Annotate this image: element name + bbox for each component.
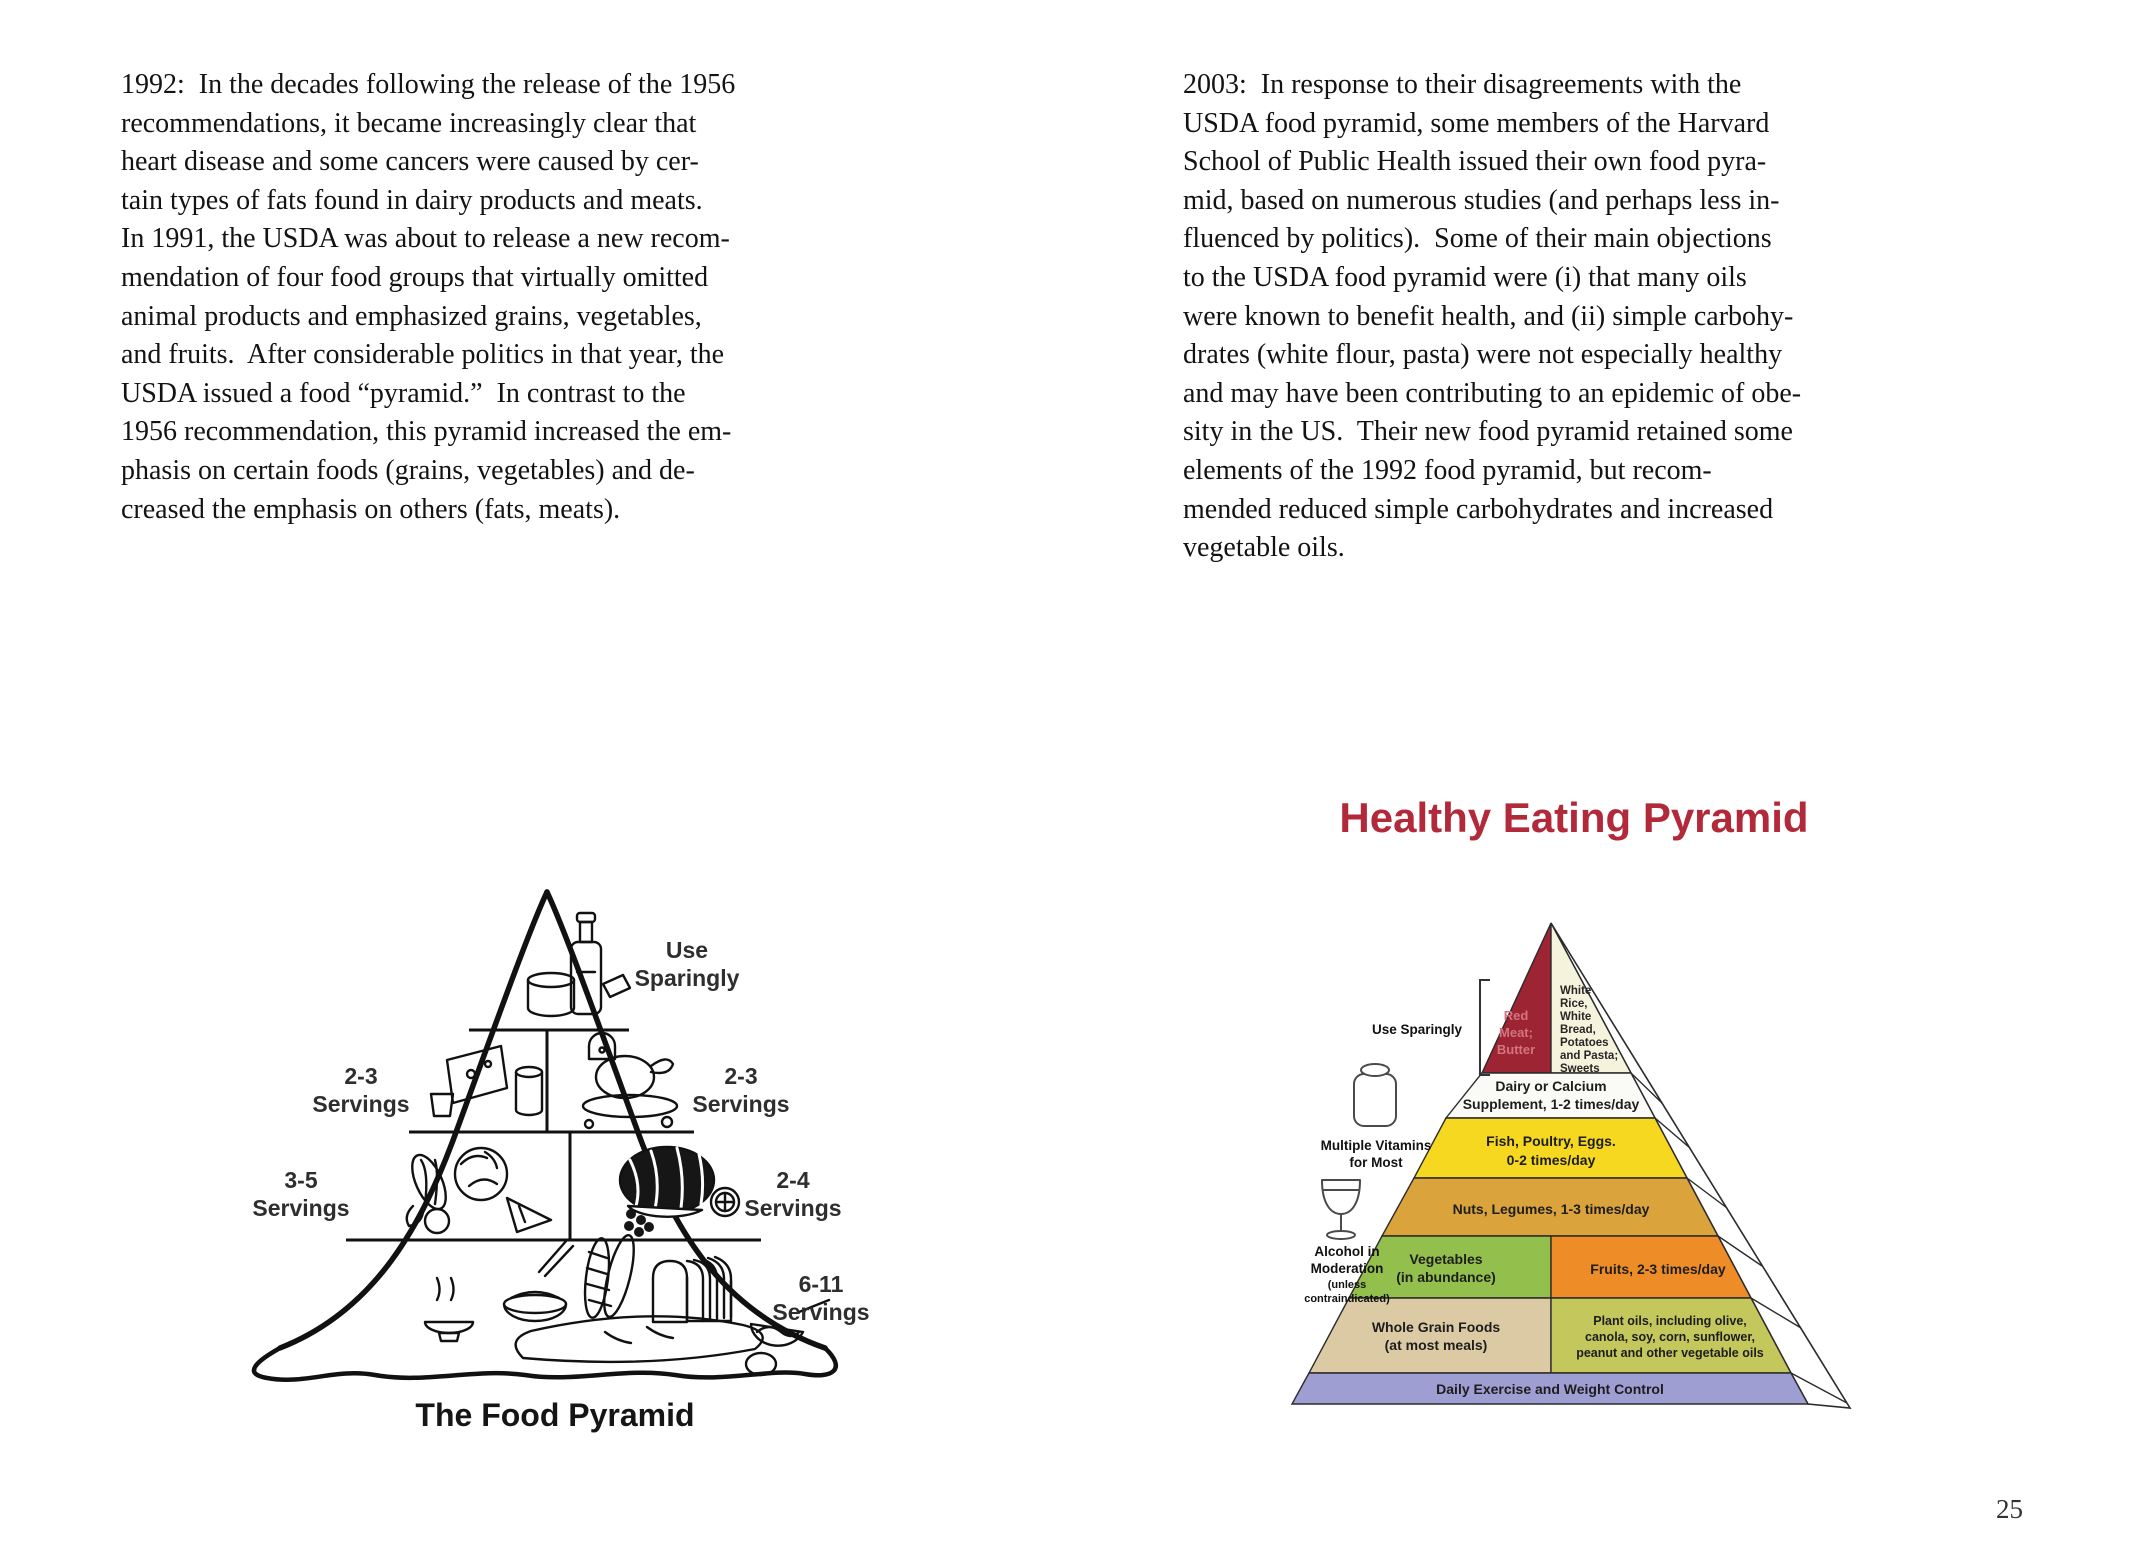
vitamin-jar-icon xyxy=(1354,1064,1396,1126)
alcohol-annotation: contraindicated) xyxy=(1304,1293,1390,1305)
text-line: mended reduced simple carbohydrates and increased xyxy=(1183,493,1774,525)
healthy-eating-pyramid-figure xyxy=(1250,778,1880,1438)
text-line: heart disease and some cancers were caused by cer- xyxy=(121,146,699,178)
text-line: 1956 recommendation, this pyramid increased the em- xyxy=(121,416,732,448)
vitamins-annotation: for Most xyxy=(1349,1155,1403,1170)
meat-servings-label: 2-3 xyxy=(724,1063,758,1089)
vegetable-servings-label: 3-5 xyxy=(284,1167,318,1193)
pyramid-wavy-base xyxy=(254,1348,836,1380)
grain-servings-label: 6-11 xyxy=(798,1271,844,1297)
food-pyramid-drawing xyxy=(185,880,915,1450)
dairy-servings-label: Servings xyxy=(312,1091,410,1117)
alcohol-annotation: Moderation xyxy=(1310,1261,1384,1276)
text-line: fluenced by politics). Some of their main objections xyxy=(1183,223,1772,255)
food-pyramid-caption: The Food Pyramid xyxy=(415,1397,695,1433)
grains-art xyxy=(425,1233,829,1375)
fruit-servings-label: 2-4 xyxy=(776,1167,810,1193)
section-label: Red xyxy=(1503,1008,1529,1023)
left-text-column xyxy=(121,66,735,529)
text-line: phasis on certain foods (grains, vegetables) and de- xyxy=(121,454,695,486)
grain-servings-label: Servings xyxy=(772,1299,870,1325)
text-line: 1992: In the decades following the release of the 1956 xyxy=(121,69,736,100)
section-label: Sweets xyxy=(1560,1063,1600,1075)
section-label: Butter xyxy=(1496,1042,1536,1057)
fruit-servings-label: Servings xyxy=(744,1195,842,1221)
fish-label: Fish, Poultry, Eggs. xyxy=(1486,1133,1616,1149)
meat-servings-label: Servings xyxy=(692,1091,790,1117)
food-pyramid-figure xyxy=(185,880,915,1450)
vitamins-annotation: Multiple Vitamins xyxy=(1320,1138,1432,1153)
text-line: USDA food pyramid, some members of the Harvard xyxy=(1183,107,1770,139)
pyramid-left-edge xyxy=(280,892,547,1348)
grains-section xyxy=(1309,1298,1551,1373)
text-line: School of Public Health issued their own food pyra- xyxy=(1183,146,1767,178)
text-line: mendation of four food groups that virtually omitted xyxy=(121,261,709,293)
oils-label: peanut and other vegetable oils xyxy=(1576,1346,1764,1360)
oils-label: canola, soy, corn, sunflower, xyxy=(1585,1330,1755,1344)
oils-label: Plant oils, including olive, xyxy=(1593,1314,1747,1328)
section-label: White xyxy=(1560,985,1592,997)
dairy-label: Dairy or Calcium xyxy=(1495,1078,1607,1094)
section-label: Bread, xyxy=(1560,1024,1596,1036)
wine-glass-icon xyxy=(1322,1180,1360,1239)
section-label: White xyxy=(1560,1011,1592,1023)
fish-label: 0-2 times/day xyxy=(1506,1152,1596,1168)
use-sparingly-label: Use xyxy=(665,937,709,963)
right-text-column xyxy=(1183,66,1801,568)
text-line: vegetable oils. xyxy=(1183,532,1345,564)
vegetable-servings-label: Servings xyxy=(252,1195,350,1221)
text-line: and may have been contributing to an epidemic of obe- xyxy=(1183,377,1802,409)
text-line: In 1991, the USDA was about to release a new recom- xyxy=(121,223,730,255)
food-pyramid-labels xyxy=(252,937,869,1433)
text-line: recommendations, it became increasingly clear that xyxy=(121,107,697,139)
grains-label: Whole Grain Foods xyxy=(1371,1319,1501,1335)
use-sparingly-label: Sparingly xyxy=(634,965,740,991)
nuts-label: Nuts, Legumes, 1-3 times/day xyxy=(1452,1201,1650,1217)
text-line: 2003: In response to their disagreements with the xyxy=(1183,69,1742,100)
healthy-pyramid-drawing xyxy=(1250,778,1880,1438)
vegetables-label: Vegetables xyxy=(1409,1251,1483,1267)
page-number: 25 xyxy=(1996,1494,2023,1524)
vegetables-label: (in abundance) xyxy=(1396,1269,1496,1285)
text-line: and fruits. After considerable politics in that year, the xyxy=(121,339,725,371)
use-sparingly-annotation: Use Sparingly xyxy=(1371,1022,1463,1037)
grains-label: (at most meals) xyxy=(1384,1337,1488,1353)
vegetables-art xyxy=(405,1148,551,1233)
text-line: to the USDA food pyramid were (i) that many oils xyxy=(1183,261,1747,293)
alcohol-annotation: Alcohol in xyxy=(1314,1244,1380,1259)
text-line: USDA issued a food “pyramid.” In contrast to the xyxy=(121,377,686,409)
section-label: Rice, xyxy=(1560,998,1588,1010)
text-line: creased the emphasis on others (fats, meats). xyxy=(121,493,621,525)
alcohol-annotation: (unless xyxy=(1327,1279,1367,1291)
dairy-label: Supplement, 1-2 times/day xyxy=(1462,1096,1640,1112)
text-line: tain types of fats found in dairy products and meats. xyxy=(121,184,703,216)
text-line: mid, based on numerous studies (and perhaps less in- xyxy=(1183,184,1780,216)
text-line: were known to benefit health, and (ii) simple carbohy- xyxy=(1183,300,1794,332)
text-line: sity in the US. Their new food pyramid retained some xyxy=(1183,416,1793,448)
healthy-pyramid-title: Healthy Eating Pyramid xyxy=(1339,794,1809,841)
section-label: Potatoes xyxy=(1560,1037,1609,1049)
text-line: drates (white flour, pasta) were not especially healthy xyxy=(1183,339,1783,371)
text-line: animal products and emphasized grains, vegetables, xyxy=(121,300,702,332)
dairy-servings-label: 2-3 xyxy=(344,1063,378,1089)
exercise-label: Daily Exercise and Weight Control xyxy=(1436,1381,1664,1397)
fruits-label: Fruits, 2-3 times/day xyxy=(1590,1261,1726,1277)
text-line: elements of the 1992 food pyramid, but recom- xyxy=(1183,454,1712,486)
section-label: and Pasta; xyxy=(1560,1050,1619,1062)
section-label: Meat; xyxy=(1499,1025,1533,1040)
